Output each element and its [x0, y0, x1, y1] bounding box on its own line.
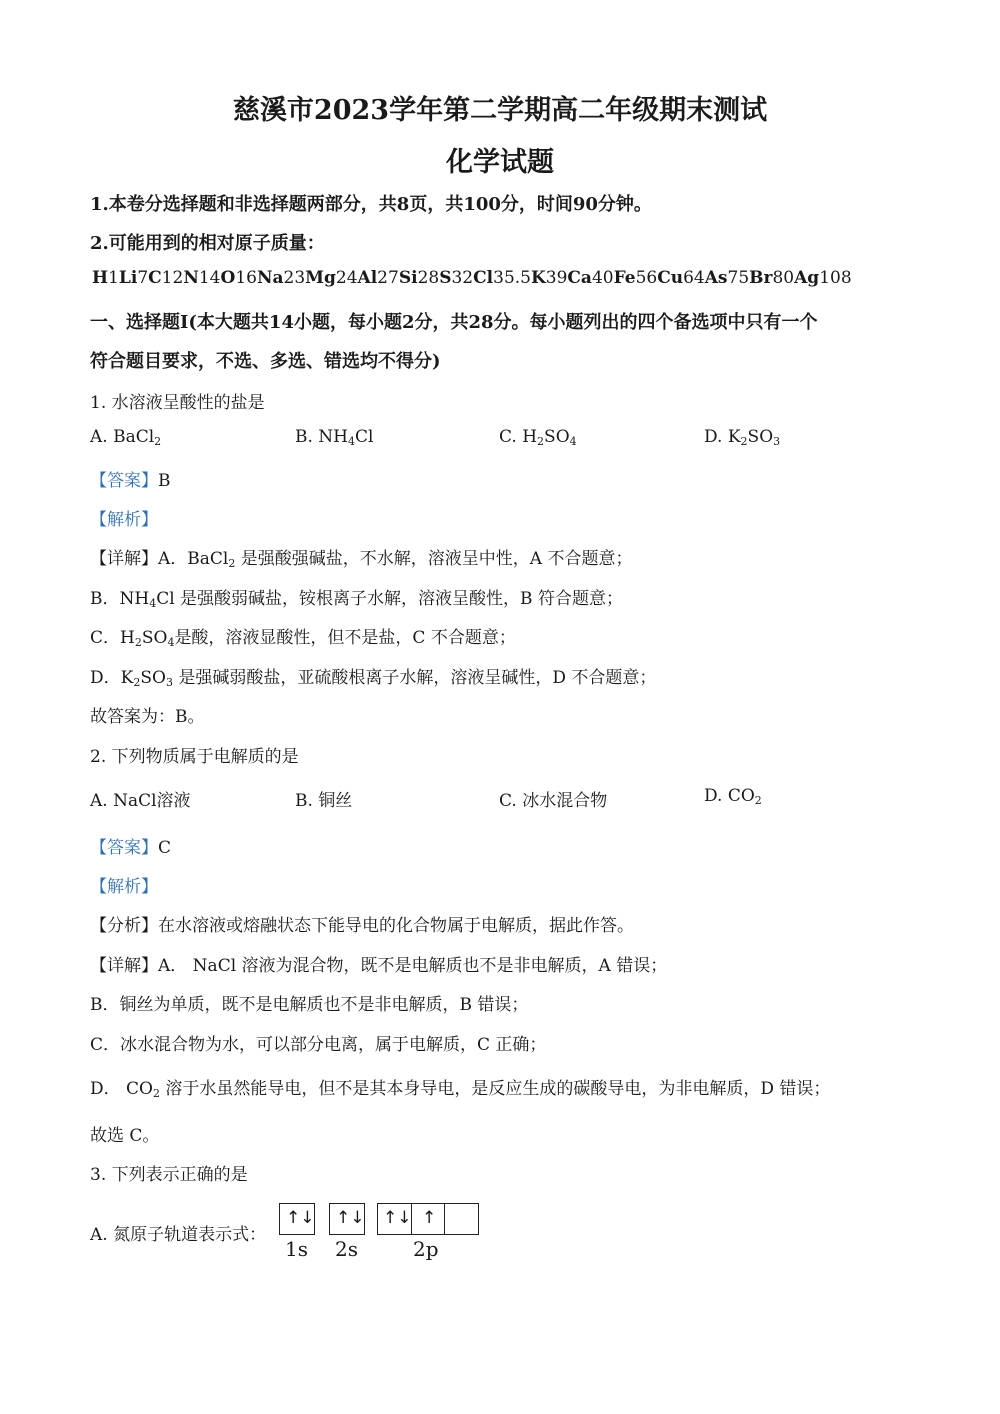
- atomic-element: S: [439, 268, 452, 288]
- section-heading-line2: 符合题目要求，不选、多选、错选均不得分): [90, 351, 441, 372]
- atomic-mass: 39: [545, 268, 568, 288]
- q1-option-d: D. $K_2SO_3$: [704, 427, 781, 448]
- orbital-2p-box: [377, 1203, 479, 1235]
- q2-detail-b: B．铜丝为单质，既不是电解质也不是非电解质，B 错误；: [90, 995, 529, 1015]
- atomic-element: Ag: [794, 268, 820, 288]
- atomic-mass: 64: [683, 268, 705, 288]
- orbital-1s-box: [279, 1203, 315, 1235]
- q2-detail-c: C．冰水混合物为水，可以部分电离，属于电解质，C 正确；: [90, 1035, 547, 1055]
- q2-stem: 2. 下列物质属于电解质的是: [90, 747, 299, 767]
- atomic-element: Li: [118, 268, 138, 288]
- q1-option-b: B. $NH_4Cl$: [295, 427, 374, 448]
- atomic-element: Cu: [657, 268, 684, 288]
- atomic-element: Al: [357, 268, 378, 288]
- atomic-mass: 27: [377, 268, 399, 288]
- atomic-element: K: [530, 268, 546, 288]
- atomic-mass: 16: [235, 268, 257, 288]
- orbital-2p-cell: [378, 1204, 412, 1234]
- q2-fenxi: 【分析】在水溶液或熔融状态下能导电的化合物属于电解质，据此作答。: [90, 916, 634, 936]
- q1-answer: 【答案】B: [90, 471, 171, 491]
- orbital-2p-arrows-1: ↑↓: [383, 1208, 412, 1228]
- orbital-2s-box: [329, 1203, 365, 1235]
- atomic-mass: 23: [283, 268, 306, 288]
- note-1: 1.本卷分选择题和非选择题两部分，共8页，共100分，时间90分钟。: [90, 194, 652, 215]
- atomic-mass: 14: [198, 268, 221, 288]
- atomic-element: Na: [256, 268, 284, 288]
- orbital-2p-label: 2p: [413, 1237, 439, 1261]
- atomic-mass: 32: [451, 268, 474, 288]
- atomic-element: Fe: [613, 268, 636, 288]
- orbital-2p-cell: [412, 1204, 445, 1234]
- q1-option-a: A. BaCl$_2$: [90, 427, 162, 448]
- atomic-mass: 24: [335, 268, 358, 288]
- atomic-mass: 12: [161, 268, 184, 288]
- orbital-2s-arrows: ↑↓: [336, 1208, 365, 1228]
- q2-option-b: B. 铜丝: [295, 791, 353, 811]
- orbital-1s-arrows: ↑↓: [286, 1208, 315, 1228]
- atomic-mass: 80: [772, 268, 795, 288]
- q1-detail-d: D．$K_2SO_3$ 是强碱弱酸盐，亚硫酸根离子水解，溶液呈碱性，D 不合题意；: [90, 668, 657, 689]
- page-title: 慈溪市2023学年第二学期高二年级期末测试: [232, 95, 768, 126]
- q2-answer: 【答案】C: [90, 838, 172, 858]
- section-heading-line1: 一、选择题Ⅰ(本大题共14小题，每小题2分，共28分。每小题列出的四个备选项中只有一个: [90, 312, 818, 333]
- atomic-element: H: [92, 268, 109, 288]
- orbital-2p-cell: [445, 1204, 478, 1234]
- atomic-mass: 28: [417, 268, 440, 288]
- atomic-mass: 40: [591, 268, 614, 288]
- atomic-element: O: [220, 268, 236, 288]
- q3-option-a: A. 氮原子轨道表示式：: [90, 1225, 267, 1245]
- q2-option-c: C. 冰水混合物: [499, 791, 608, 811]
- atomic-mass: 35.5: [493, 268, 531, 288]
- orbital-1s-label: 1s: [285, 1237, 308, 1261]
- q2-conclusion: 故选 C。: [90, 1126, 160, 1146]
- atomic-element: Mg: [305, 268, 336, 288]
- atomic-mass: 1: [108, 268, 119, 288]
- atomic-mass: 7: [137, 268, 149, 288]
- atomic-element: As: [704, 268, 728, 288]
- atomic-masses: [92, 268, 852, 288]
- atomic-element: Ca: [567, 268, 592, 288]
- atomic-element: Br: [749, 268, 773, 288]
- atomic-mass: 108: [819, 268, 852, 288]
- atomic-element: Si: [398, 268, 418, 288]
- q1-option-c: C. $H_2SO_4$: [499, 427, 577, 448]
- q2-option-a: A. NaCl溶液: [90, 791, 191, 811]
- orbital-2s-label: 2s: [335, 1237, 358, 1261]
- q2-detail-a: 【详解】A． NaCl 溶液为混合物，既不是电解质也不是非电解质，A 错误；: [90, 956, 668, 976]
- q3-stem: 3. 下列表示正确的是: [90, 1165, 248, 1185]
- note-2: 2.可能用到的相对原子质量：: [90, 233, 325, 254]
- atomic-element: C: [148, 268, 162, 288]
- q1-stem: 1. 水溶液呈酸性的盐是: [90, 393, 265, 413]
- q2-analysis-label: 【解析】: [90, 877, 158, 897]
- q2-option-d: D. $CO_2$: [704, 786, 762, 807]
- atomic-mass: 75: [727, 268, 750, 288]
- atomic-mass: 56: [635, 268, 658, 288]
- q2-detail-d: D． $CO_2$ 溶于水虽然能导电，但不是其本身导电，是反应生成的碳酸导电，为非电解质，D 错误；: [90, 1079, 831, 1100]
- q1-conclusion: 故答案为：B。: [90, 707, 205, 727]
- q1-detail-a: 【详解】A．BaCl$_2$ 是强酸强碱盐，不水解，溶液呈中性，A 不合题意；: [90, 549, 633, 570]
- atomic-element: Cl: [473, 268, 494, 288]
- q1-detail-c: C．$H_2SO_4$是酸，溶液显酸性，但不是盐，C 不合题意；: [90, 628, 516, 649]
- page-subtitle: 化学试题: [446, 147, 554, 178]
- q1-analysis-label: 【解析】: [90, 510, 158, 530]
- q1-detail-b: B．$NH_4Cl$ 是强酸弱碱盐，铵根离子水解，溶液呈酸性，B 符合题意；: [90, 589, 623, 610]
- orbital-2p-arrows-2: ↑: [422, 1208, 437, 1228]
- atomic-element: N: [183, 268, 199, 288]
